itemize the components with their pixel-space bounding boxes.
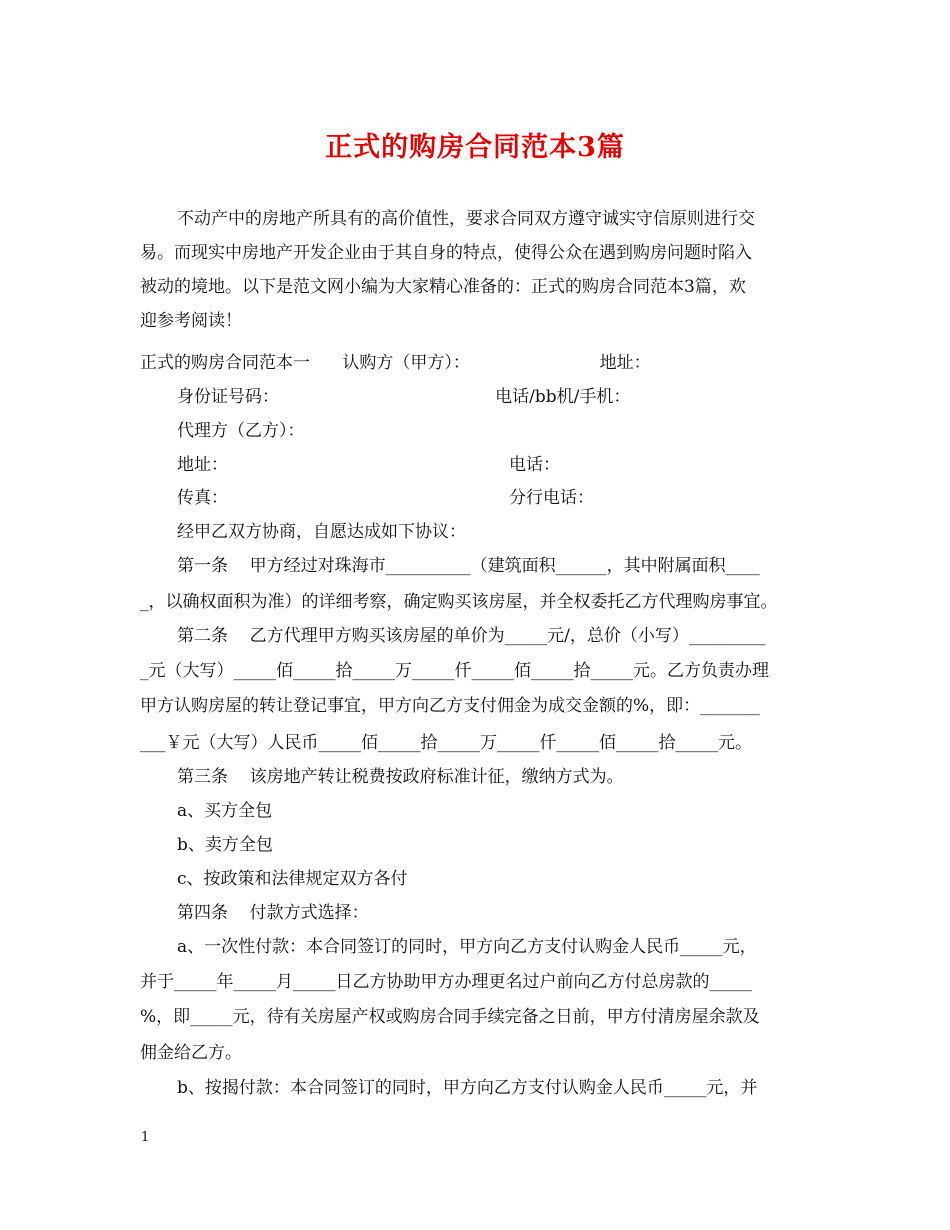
paragraph-line: b、按揭付款：本合同签订的同时，甲方向乙方支付认购金人民币_____元，并 xyxy=(177,1078,758,1098)
paragraph-line: _，以确权面积为准）的详细考察，确定购买该房屋，并全权委托乙方代理购房事宜。 xyxy=(140,592,778,612)
paragraph-line: 被动的境地。以下是范文网小编为大家精心准备的：正式的购房合同范本3篇，欢 xyxy=(140,277,746,297)
paragraph-line: 代理方（乙方）： xyxy=(177,421,305,441)
paragraph-line: %，即_____元，待有关房屋产权或购房合同手续完备之日前，甲方付清房屋余款及 xyxy=(140,1007,760,1027)
paragraph-line: 地址： 电话： xyxy=(177,455,560,475)
paragraph-line: 佣金给乙方。 xyxy=(140,1043,242,1063)
paragraph-line: 迎参考阅读！ xyxy=(140,311,242,331)
paragraph-line: 并于_____年_____月_____日乙方协助甲方办理更名过户前向乙方付总房款的_____ xyxy=(140,972,752,992)
paragraph-line: c、按政策和法律规定双方各付 xyxy=(177,869,408,889)
paragraph-line: 第四条 付款方式选择： xyxy=(177,903,369,923)
paragraph-line: a、一次性付款：本合同签订的同时，甲方向乙方支付认购金人民币_____元， xyxy=(177,937,757,957)
paragraph-line: ___￥元（大写）人民币_____佰_____拾_____万_____仟_____佰_____拾_____元。 xyxy=(140,733,752,753)
page-number: 1 xyxy=(141,1130,150,1145)
paragraph-line: b、卖方全包 xyxy=(177,835,273,855)
paragraph-line: 不动产中的房地产所具有的高价值性，要求合同双方遵守诚实守信原则进行交 xyxy=(177,209,755,229)
paragraph-line: 经甲乙双方协商，自愿达成如下协议： xyxy=(177,522,466,542)
paragraph-line: _元（大写）_____佰_____拾_____万_____仟_____佰_____拾_____元。乙方负责办理 xyxy=(140,661,769,681)
paragraph-line: 易。而现实中房地产开发企业由于其自身的特点，使得公众在遇到购房问题时陷入 xyxy=(140,243,752,263)
paragraph-line: 传真： 分行电话： xyxy=(177,488,594,508)
paragraph-line: 甲方认购房屋的转让登记事宜，甲方向乙方支付佣金为成交金额的%，即：_______ xyxy=(140,696,760,716)
paragraph-line: 第一条 甲方经过对珠海市__________（建筑面积______，其中附属面积____ xyxy=(177,556,760,576)
paragraph-line: a、买方全包 xyxy=(177,801,273,821)
document-title: 正式的购房合同范本3篇 xyxy=(325,132,625,163)
paragraph-line: 第三条 该房地产转让税费按政府标准计征，缴纳方式为。 xyxy=(177,767,624,787)
paragraph-line: 正式的购房合同范本一 认购方（甲方）： 地址： xyxy=(140,353,651,373)
paragraph-line: 身份证号码： 电话/bb机/手机： xyxy=(177,387,631,407)
paragraph-line: 第二条 乙方代理甲方购买该房屋的单价为_____元/，总价（小写）_________ xyxy=(177,626,766,646)
